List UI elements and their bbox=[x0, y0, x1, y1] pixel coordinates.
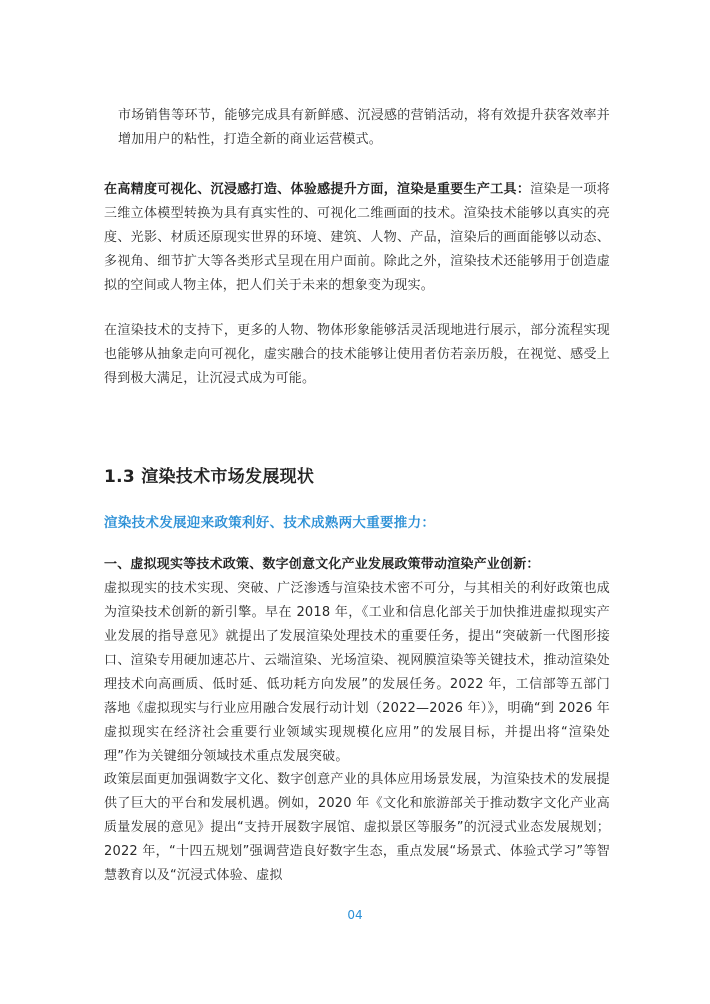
paragraph-text: 政策层面更加强调数字文化、数字创意产业的具体应用场景发展，为渲染技术的发展提供了巨大的平台和发展机遇。例如，2020 年《文化和旅游部关于推动数字文化产业高质量发展的意见》提出“支持开展数字展馆、虚拟景区等服务”的沉浸式业态发展规划；2022 年，“十四五规划”强调营造良好数字生态，重点发展“场景式、体验式学习”等智慧教育以及“沉浸式体验、虚拟 bbox=[104, 772, 610, 883]
paragraph-text: 市场销售等环节，能够完成具有新鲜感、沉浸感的营销活动，将有效提升获客效率并增加用户的粘性，打造全新的商业运营模式。 bbox=[118, 108, 610, 147]
page-number: 04 bbox=[347, 908, 363, 922]
paragraph-continued bbox=[118, 104, 610, 152]
paragraph-lead-bold: 在高精度可视化、沉浸感打造、体验感提升方面，渲染是重要生产工具： bbox=[104, 182, 531, 197]
point-title-bold: 一、虚拟现实等技术政策、数字创意文化产业发展政策带动渲染产业创新： bbox=[104, 557, 540, 572]
section-heading: 1.3 渲染技术市场发展现状 bbox=[104, 467, 315, 487]
paragraph-policy-point bbox=[104, 553, 610, 769]
paragraph-digital-culture bbox=[104, 768, 610, 888]
paragraph-text: 虚拟现实的技术实现、突破、广泛渗透与渲染技术密不可分，与其相关的利好政策也成为渲染技术创新的新引擎。早在 2018 年，《工业和信息化部关于加快推进虚拟现实产业发展的指导意见》就提出了发展渲染处理技术的重要任务，提出“突破新一代图形接口、渲染专用硬加速芯片、云端渲染、光场渲染、视网膜渲染等关键技术，推动渲染处理技术向高画质、低时延、低功耗方向发展”的发展任务。2022 年，工信部等五部门落地《虚拟现实与行业应用融合发展行动计划（2022—2026 年）》，明确“到 2026 年虚拟现实在经济社会重要行业领域实现规模化应用”的发展目标，并提出将“渲染处理”作为关键细分领域技术重点发展突破。 bbox=[104, 581, 610, 764]
section-subheading: 渲染技术发展迎来政策利好、技术成熟两大重要推力： bbox=[104, 515, 436, 531]
paragraph-text: 渲染是一项将三维立体模型转换为具有真实性的、可视化二维画面的技术。渲染技术能够以真实的亮度、光影、材质还原现实世界的环境、建筑、人物、产品，渲染后的画面能够以动态、多视角、细节扩大等各类形式呈现在用户面前。除此之外，渲染技术还能够用于创造虚拟的空间或人物主体，把人们关于未来的想象变为现实。 bbox=[104, 182, 610, 293]
paragraph-rendering-support bbox=[104, 319, 610, 391]
paragraph-text: 在渲染技术的支持下，更多的人物、物体形象能够活灵活现地进行展示，部分流程实现也能够从抽象走向可视化，虚实融合的技术能够让使用者仿若亲历般，在视觉、感受上得到极大满足，让沉浸式成为可能。 bbox=[104, 323, 610, 386]
paragraph-rendering-tool bbox=[104, 178, 610, 298]
